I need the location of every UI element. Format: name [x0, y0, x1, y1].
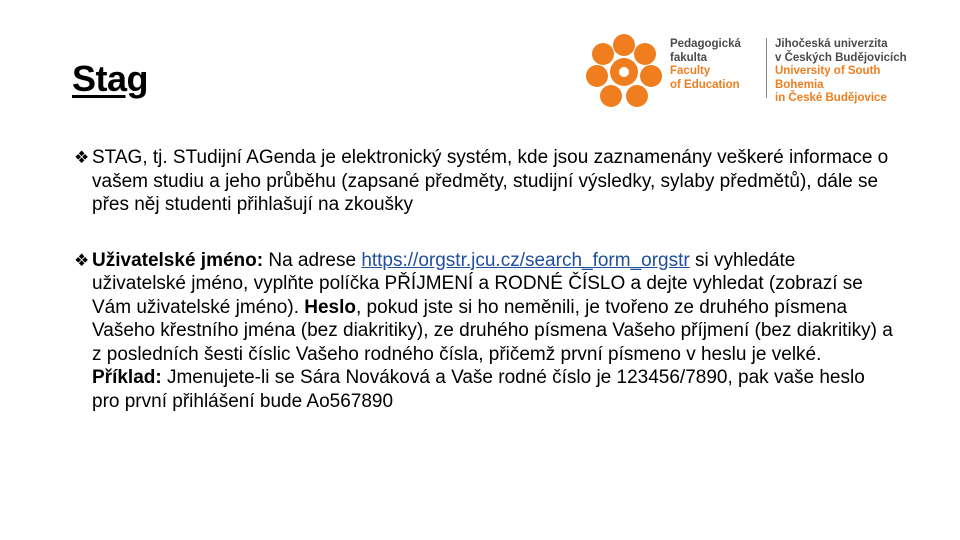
example-label: Příklad:	[92, 367, 162, 388]
logo-text-line: in České Budějovice	[775, 92, 887, 104]
paragraph-text: si vyhledáte uživatelské jméno, vyplňte políčka PŘÍJMENÍ a RODNÉ ČÍSLO a dejte vyhledat (zobrazí se Vám uživatelské jméno).	[92, 249, 863, 318]
logo-text-line: fakulta	[670, 51, 708, 64]
logo-text-line: Faculty	[670, 65, 711, 77]
slide-title: Stag	[72, 58, 149, 99]
logo-text-line: Jihočeská univerzita	[775, 38, 888, 50]
paragraph-text: STAG, tj. STudijní AGenda je elektronický systém, kde jsou zaznamenány veškeré informace o vašem studiu a jeho průběhu (zapsané předměty, studijní výsledky, sylaby předmětů), dále se přes něj studenti přihlašují na zkoušky	[92, 147, 889, 215]
username-label: Uživatelské jméno:	[92, 249, 264, 271]
bullet-paragraph-stag	[74, 146, 894, 217]
logo-text-line: Pedagogická	[670, 38, 741, 50]
paragraph-text: Na adrese	[263, 249, 362, 271]
faculty-logo	[582, 30, 927, 110]
password-label: Heslo	[304, 296, 356, 318]
paragraph-text: Jmenujete-li se Sára Nováková a Vaše rodné číslo je 123456/7890, pak vaše heslo pro první přihlášení bude Ao567890	[92, 367, 865, 412]
diamond-bullet-icon: ❖	[74, 148, 90, 167]
logo-university-text	[775, 38, 927, 106]
orgstr-search-link[interactable]: https://orgstr.jcu.cz/search_form_orgstr	[361, 249, 690, 271]
logo-text-line: University of South Bohemia	[775, 65, 881, 91]
bullet-paragraph-login	[74, 249, 894, 414]
logo-divider	[766, 38, 767, 98]
diamond-bullet-icon: ❖	[74, 250, 90, 270]
slide-content	[74, 146, 894, 445]
logo-text-line: of Education	[670, 78, 740, 91]
flower-logo-icon	[582, 30, 666, 114]
logo-faculty-text	[670, 38, 741, 92]
paragraph-text: , pokud jste si ho neměnili, je tvořeno ze druhého písmena Vašeho křestního jména (bez diakritiky), ze druhého písmena Vašeho příjmení (bez diakritiky) a z posledních šesti číslic Vašeho rodného čísla, přičemž první písmeno v heslu je velké.	[92, 296, 893, 365]
logo-text-line: v Českých Budějovicích	[775, 51, 907, 64]
